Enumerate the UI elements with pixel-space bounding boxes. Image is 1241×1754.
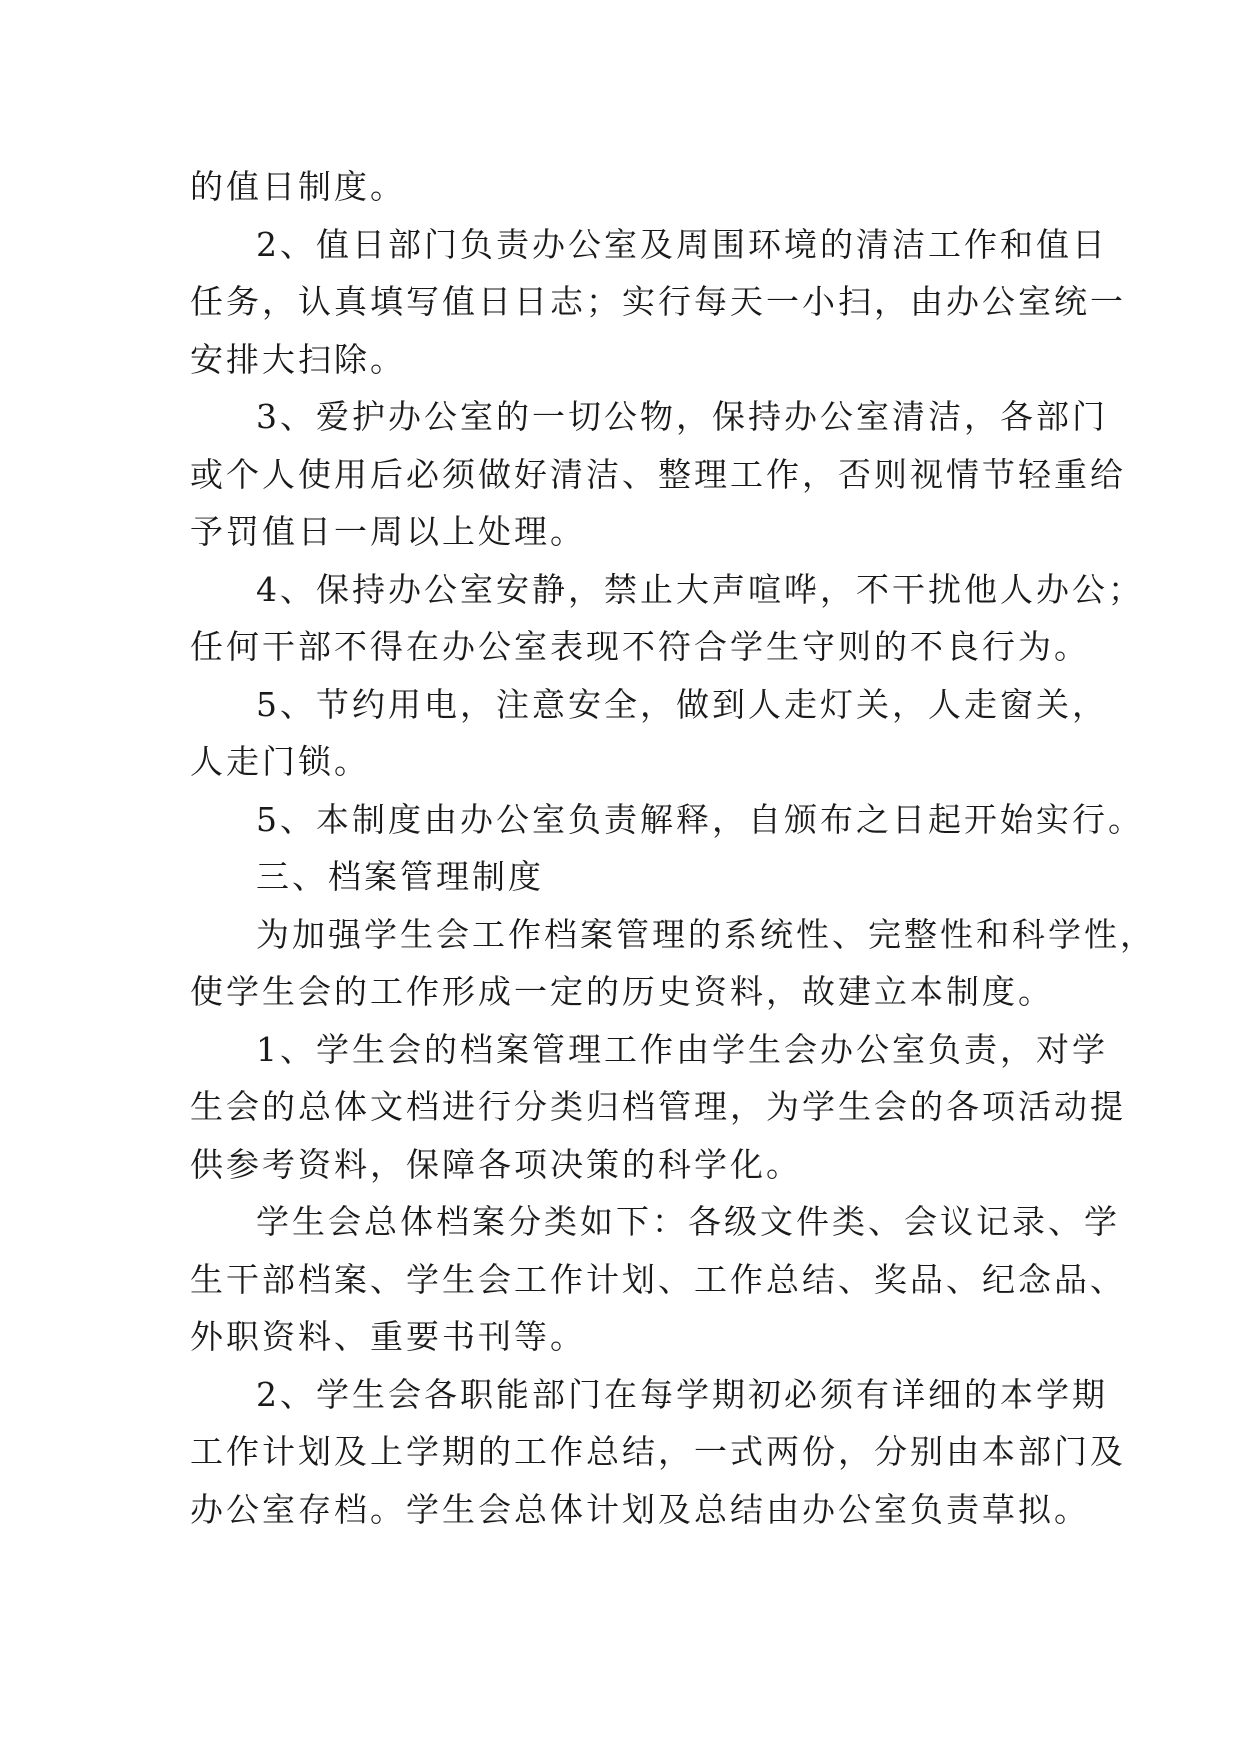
- text-line: 予罚值日一周以上处理。: [190, 512, 586, 551]
- text-line: 人走门锁。: [190, 742, 370, 781]
- document-body: [190, 158, 1156, 1538]
- text-line: 生会的总体文档进行分类归档管理，为学生会的各项活动提: [190, 1087, 1126, 1126]
- section-heading: 三、档案管理制度: [256, 857, 544, 896]
- text-line: 4、保持办公室安静，禁止大声喧哗，不干扰他人办公；: [256, 569, 1144, 609]
- text-line: 办公室存档。学生会总体计划及总结由办公室负责草拟。: [190, 1489, 1090, 1529]
- text-line: 任何干部不得在办公室表现不符合学生守则的不良行为。: [190, 627, 1090, 666]
- text-line: 5、本制度由办公室负责解释，自颁布之日起开始实行。: [256, 799, 1144, 839]
- text-line: 5、节约用电，注意安全，做到人走灯关，人走窗关，: [256, 684, 1108, 724]
- text-line: 为加强学生会工作档案管理的系统性、完整性和科学性，: [256, 914, 1156, 954]
- text-line: 使学生会的工作形成一定的历史资料，故建立本制度。: [190, 972, 1054, 1011]
- text-line: 2、值日部门负责办公室及周围环境的清洁工作和值日: [256, 224, 1108, 264]
- text-line: 或个人使用后必须做好清洁、整理工作，否则视情节轻重给: [190, 454, 1126, 494]
- text-line: 生干部档案、学生会工作计划、工作总结、奖品、纪念品、: [190, 1259, 1126, 1299]
- text-line: 3、爱护办公室的一切公物，保持办公室清洁，各部门: [256, 397, 1108, 436]
- text-line: 1、学生会的档案管理工作由学生会办公室负责，对学: [256, 1029, 1108, 1069]
- text-line: 工作计划及上学期的工作总结，一式两份，分别由本部门及: [190, 1432, 1126, 1471]
- text-line: 安排大扫除。: [190, 339, 406, 379]
- text-line: 任务，认真填写值日日志；实行每天一小扫，由办公室统一: [190, 282, 1126, 321]
- text-line: 2、学生会各职能部门在每学期初必须有详细的本学期: [256, 1374, 1108, 1414]
- text-line: 学生会总体档案分类如下：各级文件类、会议记录、学: [256, 1202, 1120, 1241]
- text-line: 外职资料、重要书刊等。: [190, 1317, 586, 1356]
- text-line: 的值日制度。: [190, 167, 406, 206]
- text-line: 供参考资料，保障各项决策的科学化。: [190, 1144, 802, 1184]
